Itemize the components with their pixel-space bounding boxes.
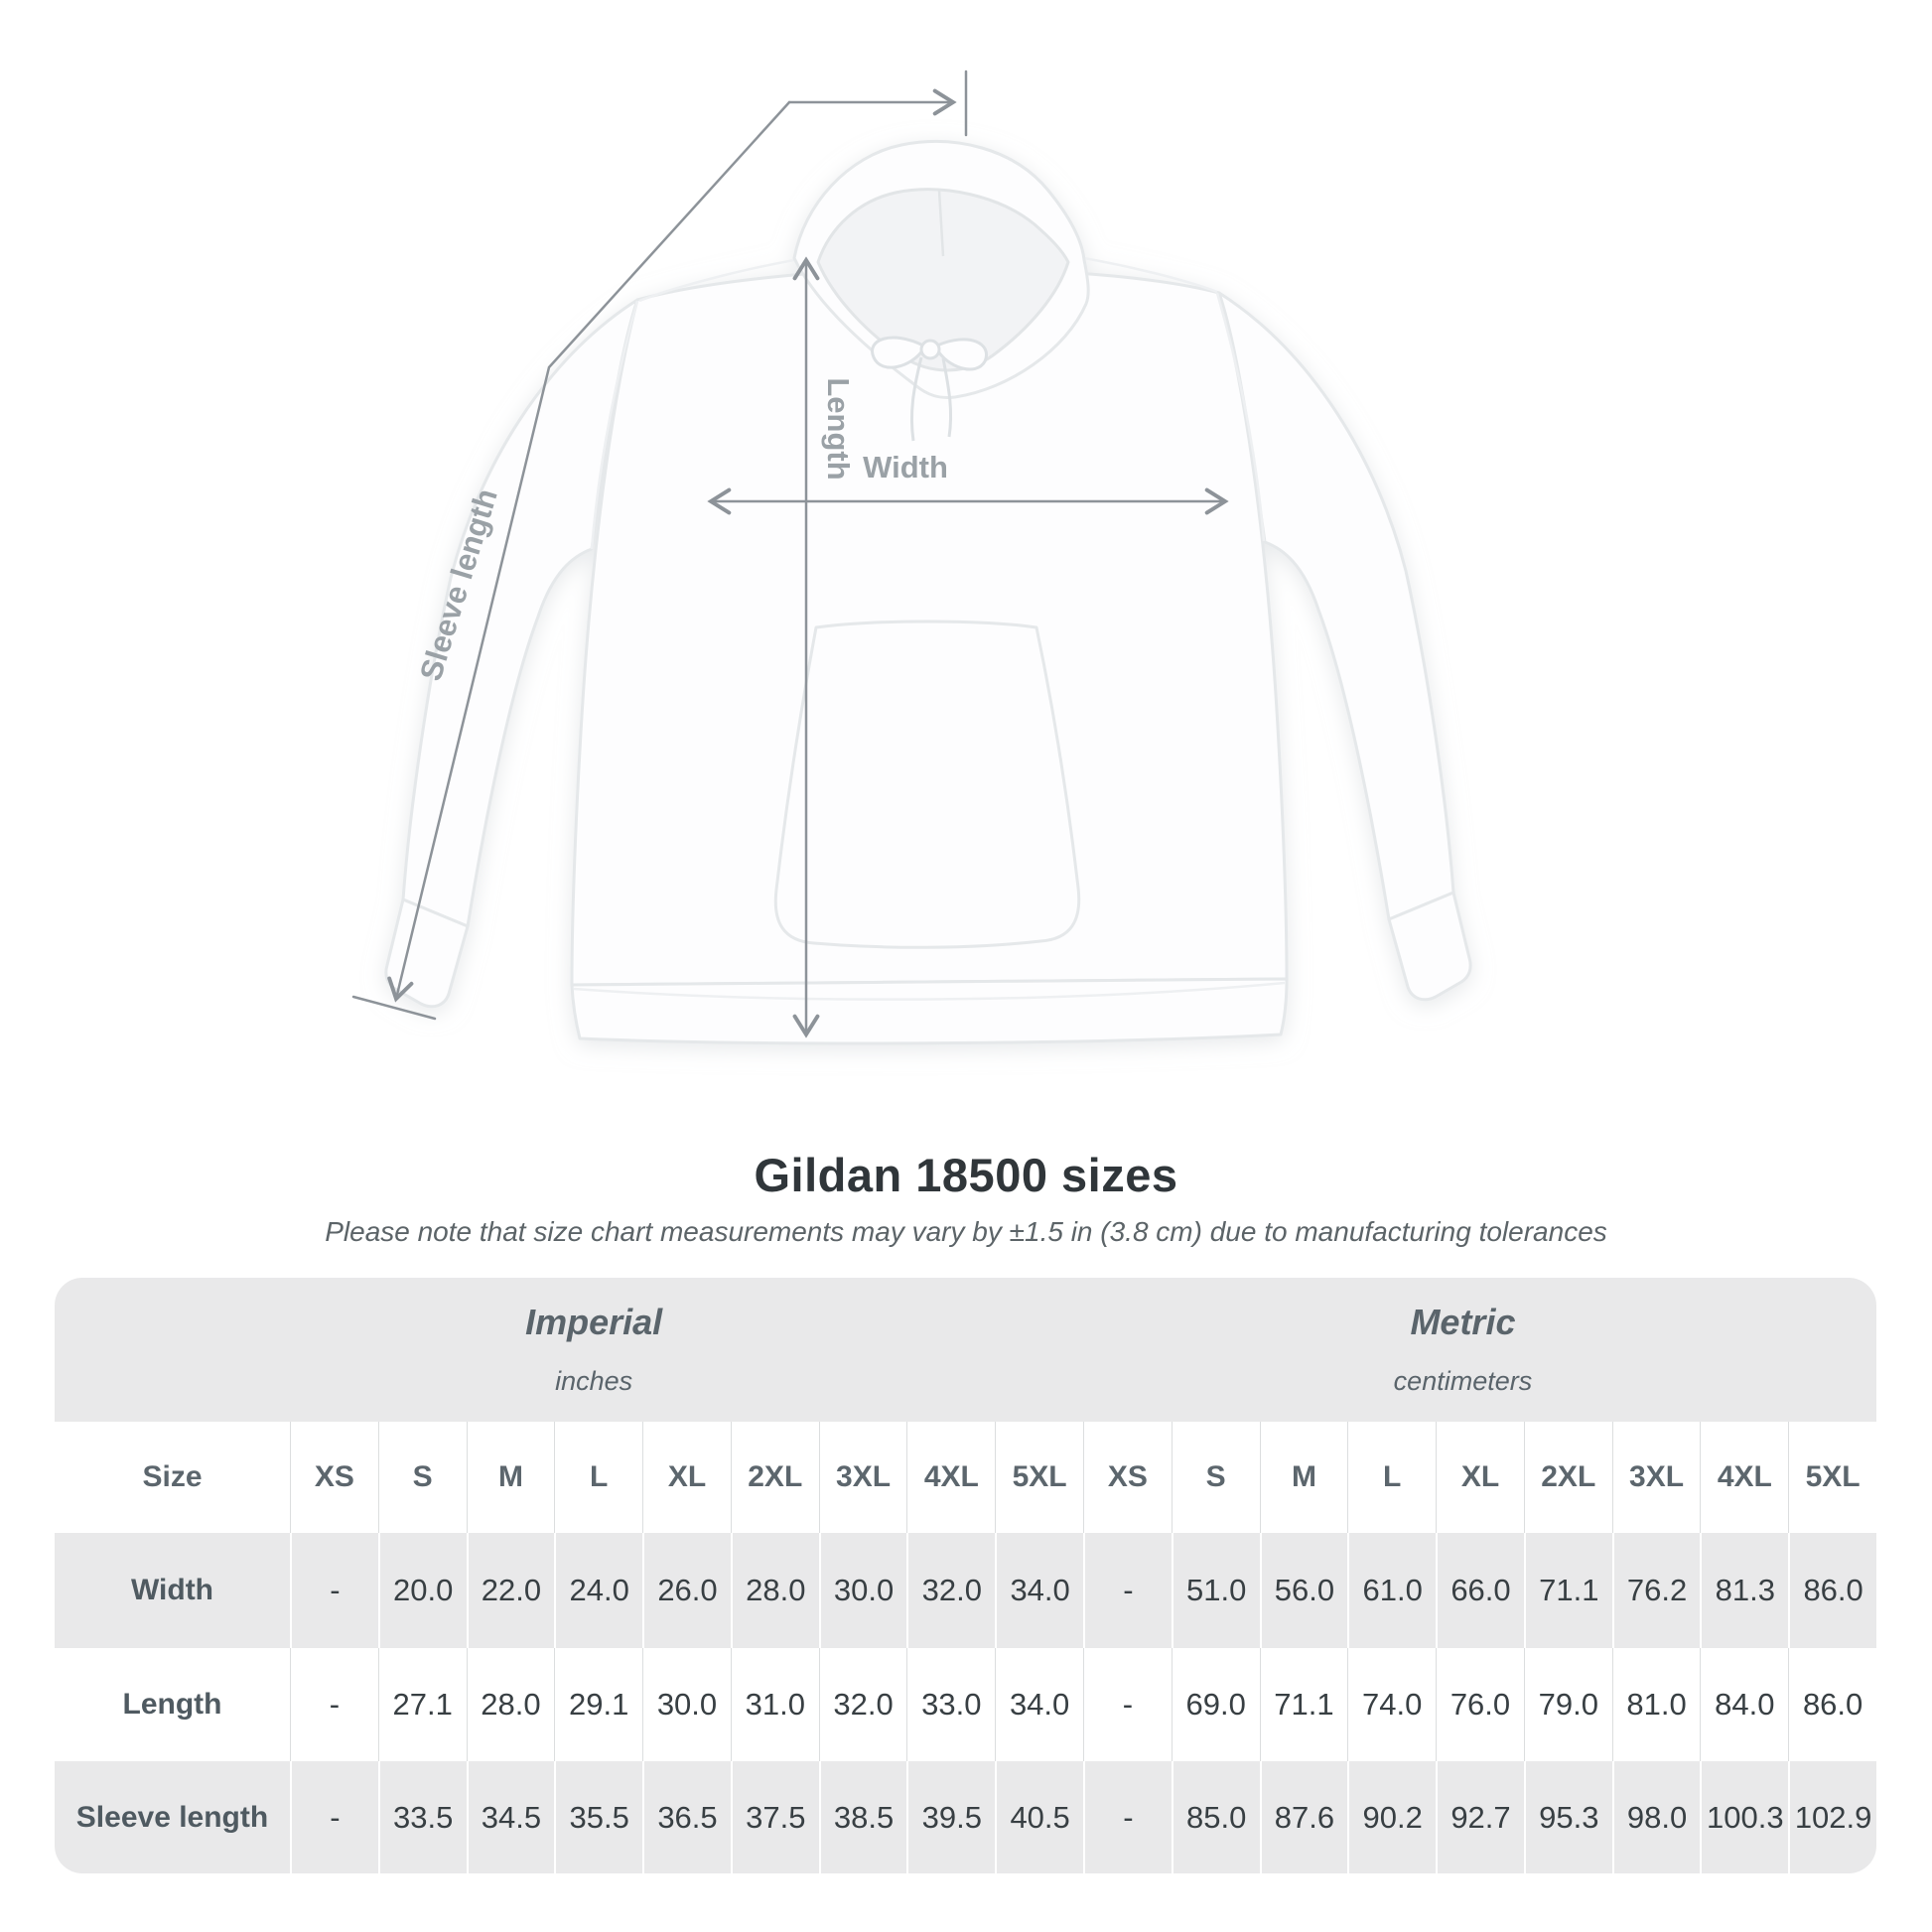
size-col-header: XS [1083, 1422, 1172, 1533]
value-cell: 71.1 [1524, 1533, 1612, 1648]
value-cell: 24.0 [554, 1533, 642, 1648]
value-cell: 71.1 [1260, 1648, 1348, 1761]
tolerance-note: Please note that size chart measurements may vary by ±1.5 in (3.8 cm) due to manufacturing tolerances [325, 1216, 1607, 1247]
value-cell: 34.0 [995, 1648, 1083, 1761]
value-cell: 38.5 [819, 1761, 907, 1873]
hoodie-illustration [386, 142, 1470, 1043]
value-cell: 61.0 [1347, 1533, 1436, 1648]
units-header-band [55, 1278, 1876, 1422]
value-cell: 40.5 [995, 1761, 1083, 1873]
value-cell: 34.0 [995, 1533, 1083, 1648]
value-cell: 85.0 [1172, 1761, 1260, 1873]
length-measure-label: Length [821, 377, 856, 481]
value-cell: 100.3 [1700, 1761, 1788, 1873]
table-row-width [55, 1533, 1876, 1648]
value-cell: 37.5 [731, 1761, 819, 1873]
size-col-header: L [554, 1422, 642, 1533]
row-label: Size [142, 1460, 203, 1493]
metric-unit-label: centimeters [1393, 1366, 1533, 1397]
size-col-header: XL [1436, 1422, 1524, 1533]
table-row-size-header [55, 1422, 1876, 1533]
imperial-label: Imperial [525, 1302, 663, 1342]
value-cell: 87.6 [1260, 1761, 1348, 1873]
value-cell: 29.1 [554, 1648, 642, 1761]
value-cell: 34.5 [467, 1761, 555, 1873]
value-cell: 90.2 [1347, 1761, 1436, 1873]
value-cell: 76.2 [1612, 1533, 1701, 1648]
value-cell: - [290, 1761, 378, 1873]
hoodie-pocket [775, 621, 1078, 947]
value-cell: 81.3 [1700, 1533, 1788, 1648]
table-row-sleeve-length [55, 1761, 1876, 1873]
value-cell: 66.0 [1436, 1533, 1524, 1648]
value-cell: - [1083, 1533, 1172, 1648]
value-cell: 92.7 [1436, 1761, 1524, 1873]
size-col-header: 2XL [1524, 1422, 1612, 1533]
value-cell: 32.0 [906, 1533, 995, 1648]
size-col-header: 5XL [995, 1422, 1083, 1533]
value-cell: 33.0 [906, 1648, 995, 1761]
value-cell: 35.5 [554, 1761, 642, 1873]
row-label: Sleeve length [75, 1800, 269, 1834]
size-col-header: 2XL [731, 1422, 819, 1533]
row-label: Length [122, 1688, 222, 1721]
size-col-header: XS [290, 1422, 378, 1533]
size-col-header: 5XL [1788, 1422, 1876, 1533]
value-cell: 102.9 [1788, 1761, 1876, 1873]
value-cell: 33.5 [378, 1761, 467, 1873]
value-cell: 51.0 [1172, 1533, 1260, 1648]
size-col-header: 4XL [906, 1422, 995, 1533]
value-cell: 26.0 [642, 1533, 731, 1648]
value-cell: 36.5 [642, 1761, 731, 1873]
metric-label: Metric [1410, 1302, 1516, 1342]
value-cell: 86.0 [1788, 1533, 1876, 1648]
size-col-header: M [1260, 1422, 1348, 1533]
value-cell: 81.0 [1612, 1648, 1701, 1761]
value-cell: - [1083, 1648, 1172, 1761]
imperial-unit-label: inches [555, 1366, 633, 1397]
size-col-header: S [1172, 1422, 1260, 1533]
value-cell: 32.0 [819, 1648, 907, 1761]
row-label: Width [130, 1574, 214, 1606]
value-cell: 95.3 [1524, 1761, 1612, 1873]
size-col-header: S [378, 1422, 467, 1533]
size-col-header: 4XL [1700, 1422, 1788, 1533]
value-cell: 69.0 [1172, 1648, 1260, 1761]
value-cell: 56.0 [1260, 1533, 1348, 1648]
value-cell: 30.0 [642, 1648, 731, 1761]
value-cell: 86.0 [1788, 1648, 1876, 1761]
value-cell: 31.0 [731, 1648, 819, 1761]
table-row-length [55, 1648, 1876, 1761]
value-cell: 84.0 [1700, 1648, 1788, 1761]
value-cell: 20.0 [378, 1533, 467, 1648]
value-cell: 28.0 [467, 1648, 555, 1761]
hoodie-hem-band [572, 979, 1287, 1043]
value-cell: 74.0 [1347, 1648, 1436, 1761]
value-cell: 27.1 [378, 1648, 467, 1761]
metric-unit-group [1394, 1302, 1533, 1397]
size-col-header: L [1347, 1422, 1436, 1533]
value-cell: - [290, 1648, 378, 1761]
value-cell: - [1083, 1761, 1172, 1873]
value-cell: 76.0 [1436, 1648, 1524, 1761]
value-cell: 30.0 [819, 1533, 907, 1648]
size-col-header: XL [642, 1422, 731, 1533]
value-cell: 39.5 [906, 1761, 995, 1873]
size-col-header: M [467, 1422, 555, 1533]
sleeve-length-measure-label: Sleeve length [413, 484, 504, 685]
title-block [0, 1148, 1932, 1248]
size-col-header: 3XL [1612, 1422, 1701, 1533]
width-measure-label: Width [863, 450, 948, 484]
imperial-unit-group [525, 1302, 662, 1397]
value-cell: 98.0 [1612, 1761, 1701, 1873]
page-title: Gildan 18500 sizes [754, 1149, 1178, 1201]
size-col-header: 3XL [819, 1422, 907, 1533]
value-cell: 22.0 [467, 1533, 555, 1648]
value-cell: - [290, 1533, 378, 1648]
value-cell: 28.0 [731, 1533, 819, 1648]
value-cell: 79.0 [1524, 1648, 1612, 1761]
size-chart-table [55, 1278, 1876, 1873]
